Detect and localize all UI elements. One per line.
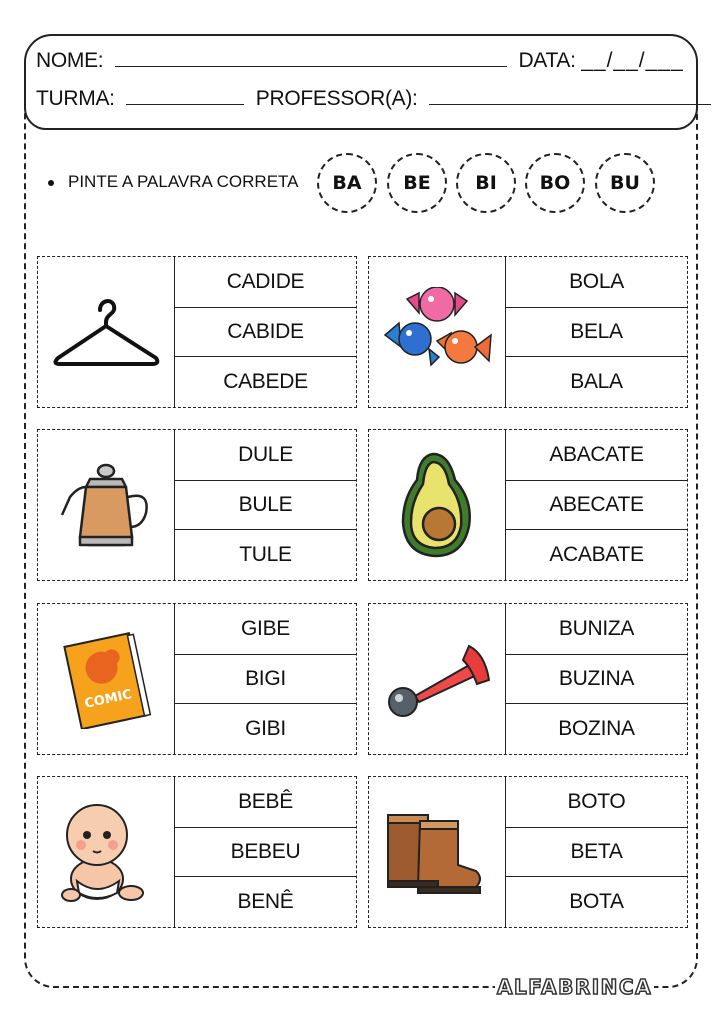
option-word[interactable]: BALA: [570, 370, 623, 393]
option-word[interactable]: DULE: [238, 443, 293, 466]
option-word[interactable]: BUZINA: [506, 654, 687, 704]
teacher-field[interactable]: [429, 86, 711, 105]
word-card-horn: [368, 603, 688, 755]
horn-icon: [369, 604, 506, 754]
word-card-avocado: [368, 429, 688, 581]
option-word[interactable]: BETA: [506, 827, 687, 877]
option-word[interactable]: BOTA: [569, 890, 624, 913]
option-word[interactable]: BIGI: [175, 654, 356, 704]
option-word[interactable]: BUNIZA: [558, 617, 635, 640]
syllable-ba: BA: [317, 153, 377, 213]
word-card-teapot: [37, 429, 357, 581]
option-word[interactable]: ABECATE: [506, 480, 687, 530]
option-word[interactable]: BENÊ: [237, 890, 294, 913]
date-field[interactable]: __/__/___: [581, 49, 684, 72]
option-word[interactable]: CADIDE: [226, 270, 305, 293]
instruction: [48, 172, 299, 192]
brand-logo: ALFABRINCA: [497, 975, 653, 999]
class-row: [36, 86, 711, 111]
comic-text: COMIC: [83, 687, 134, 712]
option-word[interactable]: CABIDE: [175, 307, 356, 357]
option-word[interactable]: BELA: [506, 307, 687, 357]
instruction-text: PINTE A PALAVRA CORRETA: [68, 172, 299, 191]
option-word[interactable]: BOZINA: [558, 717, 635, 740]
option-word[interactable]: ABACATE: [549, 443, 644, 466]
data-label: DATA:: [518, 49, 576, 72]
baby-icon: [38, 777, 175, 927]
candy-icon: [369, 257, 506, 407]
boots-icon: [369, 777, 506, 927]
syllable-bu: BU: [595, 153, 655, 213]
teapot-icon: [38, 430, 175, 580]
turma-label: TURMA:: [36, 87, 115, 110]
comic-book-icon: [38, 604, 175, 754]
word-card-boots: [368, 776, 688, 928]
name-row: [36, 48, 684, 73]
syllable-bo: BO: [525, 153, 585, 213]
syllable-be: BE: [387, 153, 447, 213]
bullet-icon: [48, 180, 54, 186]
option-word[interactable]: GIBE: [241, 617, 290, 640]
option-word[interactable]: CABEDE: [223, 370, 308, 393]
professor-label: PROFESSOR(A):: [255, 87, 418, 110]
word-card-candy: [368, 256, 688, 408]
option-word[interactable]: BOTO: [567, 790, 626, 813]
word-card-baby: [37, 776, 357, 928]
word-card-comic: [37, 603, 357, 755]
option-word[interactable]: GIBI: [245, 717, 286, 740]
option-word[interactable]: BEBEU: [175, 827, 356, 877]
class-field[interactable]: [126, 86, 244, 105]
student-info-header: [24, 34, 698, 130]
option-word[interactable]: BULE: [175, 480, 356, 530]
name-field[interactable]: [115, 48, 507, 67]
hanger-icon: [38, 257, 175, 407]
option-word[interactable]: BOLA: [569, 270, 624, 293]
word-card-hanger: [37, 256, 357, 408]
syllable-bi: BI: [456, 153, 516, 213]
option-word[interactable]: TULE: [239, 543, 292, 566]
option-word[interactable]: ACABATE: [549, 543, 644, 566]
nome-label: NOME:: [36, 49, 104, 72]
avocado-icon: [369, 430, 506, 580]
option-word[interactable]: BEBÊ: [238, 790, 293, 813]
